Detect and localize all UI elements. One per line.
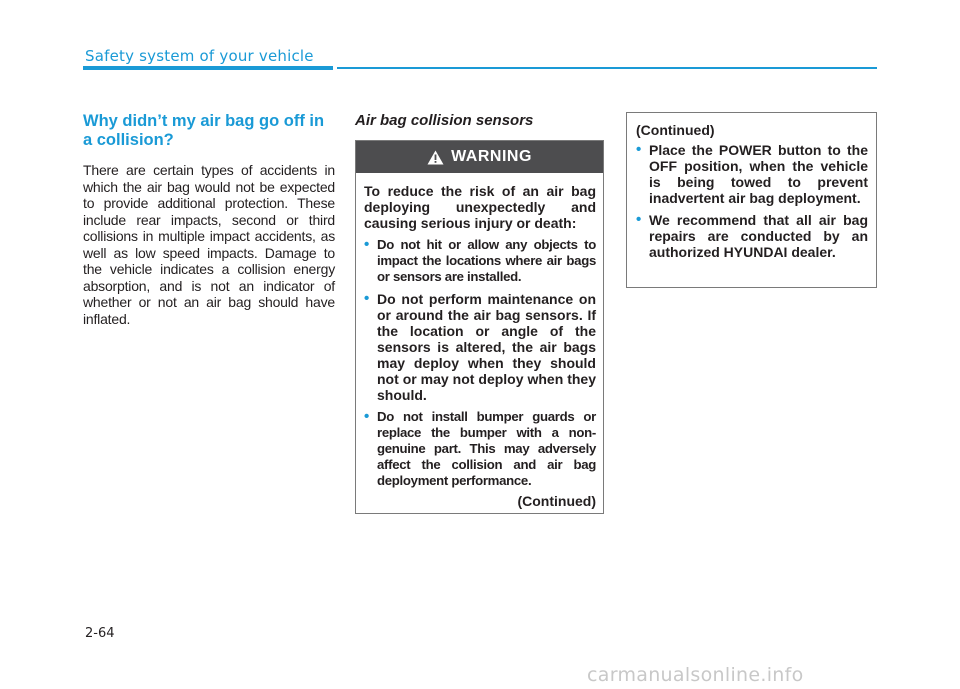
list-item: • We recommend that all air bag repairs are conducted by an authorized HYUNDAI dealer. bbox=[636, 211, 868, 260]
warning-intro: To reduce the risk of an air bag deploying unexpectedly and causing serious injury or death: bbox=[364, 183, 596, 231]
bullet-icon: • bbox=[364, 236, 369, 253]
continued-title: (Continued) bbox=[636, 122, 715, 138]
page-number: 2-64 bbox=[85, 626, 115, 641]
list-item: • Do not hit or allow any objects to impact the locations where air bags or sensors are installed. bbox=[364, 236, 596, 284]
list-item: • Do not perform maintenance on or around the air bag sensors. If the location or angle of the sensors is altered, the air bags may deploy when they should not or may not deploy when they should. bbox=[364, 290, 596, 403]
bullet-icon: • bbox=[364, 290, 370, 307]
left-column bbox=[83, 112, 335, 327]
airbag-question-heading: Why didn’t my air bag go off in a collision? bbox=[83, 112, 325, 149]
bullet-icon: • bbox=[636, 141, 642, 158]
warning-box bbox=[355, 140, 604, 514]
warning-title: WARNING bbox=[451, 148, 532, 165]
collision-sensors-heading: Air bag collision sensors bbox=[355, 112, 534, 129]
warning-header bbox=[356, 141, 603, 173]
warning-body bbox=[356, 173, 603, 509]
continued-box bbox=[626, 112, 877, 288]
header-rule-thick bbox=[83, 66, 333, 70]
continued-label: (Continued) bbox=[517, 493, 596, 509]
list-item: • Place the POWER button to the OFF position, when the vehicle is being towed to prevent inadvertent air bag deployment. bbox=[636, 141, 868, 206]
bullet-icon: • bbox=[636, 211, 642, 228]
list-item: • Do not install bumper guards or replace the bumper with a non-genuine part. This may adversely affect the collision and air bag deployment performance. bbox=[364, 408, 596, 488]
header-rule-thin bbox=[337, 67, 877, 69]
airbag-explanation-paragraph: There are certain types of accidents in which the air bag would not be expected to provide additional protection. These include rear impacts, second or third collisions in multiple impact accidents, as well as low speed impacts. Damage to the vehicle indicates a collision energy absorption, and is not an indicator of whether or not an air bag should have inflated. bbox=[83, 162, 335, 327]
section-title: Safety system of your vehicle bbox=[85, 47, 314, 65]
watermark: carmanualsonline.info bbox=[587, 664, 804, 686]
continued-list bbox=[636, 142, 868, 260]
warning-list bbox=[364, 237, 596, 489]
bullet-icon: • bbox=[364, 408, 369, 425]
warning-triangle-icon bbox=[427, 150, 444, 165]
